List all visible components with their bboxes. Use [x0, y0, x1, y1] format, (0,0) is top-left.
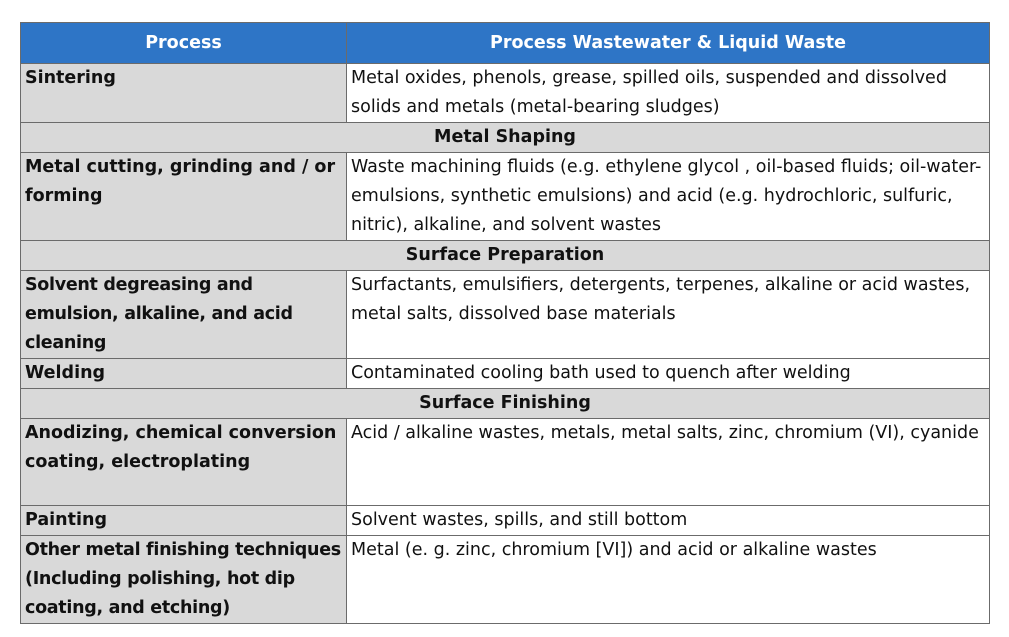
section-row-metal-shaping [21, 123, 990, 153]
process-cell: Solvent degreasing and emulsion, alkaline, and acid cleaning [21, 271, 347, 359]
process-cell: Other metal finishing techniques (Including polishing, hot dip coating, and etching) [21, 536, 347, 624]
section-row-surface-finishing [21, 389, 990, 419]
table-row-other-finishing [21, 536, 990, 624]
table-row-metal-cutting [21, 153, 990, 241]
process-cell: Sintering [21, 64, 347, 123]
table-row-sintering [21, 64, 990, 123]
process-cell: Welding [21, 359, 347, 389]
header-row [21, 23, 990, 64]
waste-cell: Waste machining fluids (e.g. ethylene glycol , oil-based fluids; oil-water-emulsions, synthetic emulsions) and acid (e.g. hydrochloric, sulfuric, nitric), alkaline, and solvent wastes [347, 153, 990, 241]
process-cell: Painting [21, 506, 347, 536]
waste-cell: Surfactants, emulsifiers, detergents, terpenes, alkaline or acid wastes, metal salts, dissolved base materials [347, 271, 990, 359]
section-row-surface-preparation [21, 241, 990, 271]
section-title: Metal Shaping [21, 123, 990, 153]
wastewater-table [20, 22, 990, 624]
process-cell: Anodizing, chemical conversion coating, electroplating [21, 419, 347, 506]
waste-cell: Metal oxides, phenols, grease, spilled oils, suspended and dissolved solids and metals (metal-bearing sludges) [347, 64, 990, 123]
table-row-solvent-degreasing [21, 271, 990, 359]
waste-cell: Contaminated cooling bath used to quench after welding [347, 359, 990, 389]
header-process: Process [21, 23, 347, 64]
table-row-anodizing [21, 419, 990, 506]
waste-cell: Metal (e. g. zinc, chromium [VI]) and acid or alkaline wastes [347, 536, 990, 624]
table-row-painting [21, 506, 990, 536]
section-title: Surface Preparation [21, 241, 990, 271]
header-waste: Process Wastewater & Liquid Waste [347, 23, 990, 64]
process-cell: Metal cutting, grinding and / or forming [21, 153, 347, 241]
waste-cell: Acid / alkaline wastes, metals, metal salts, zinc, chromium (VI), cyanide [347, 419, 990, 506]
table-row-welding [21, 359, 990, 389]
waste-cell: Solvent wastes, spills, and still bottom [347, 506, 990, 536]
section-title: Surface Finishing [21, 389, 990, 419]
